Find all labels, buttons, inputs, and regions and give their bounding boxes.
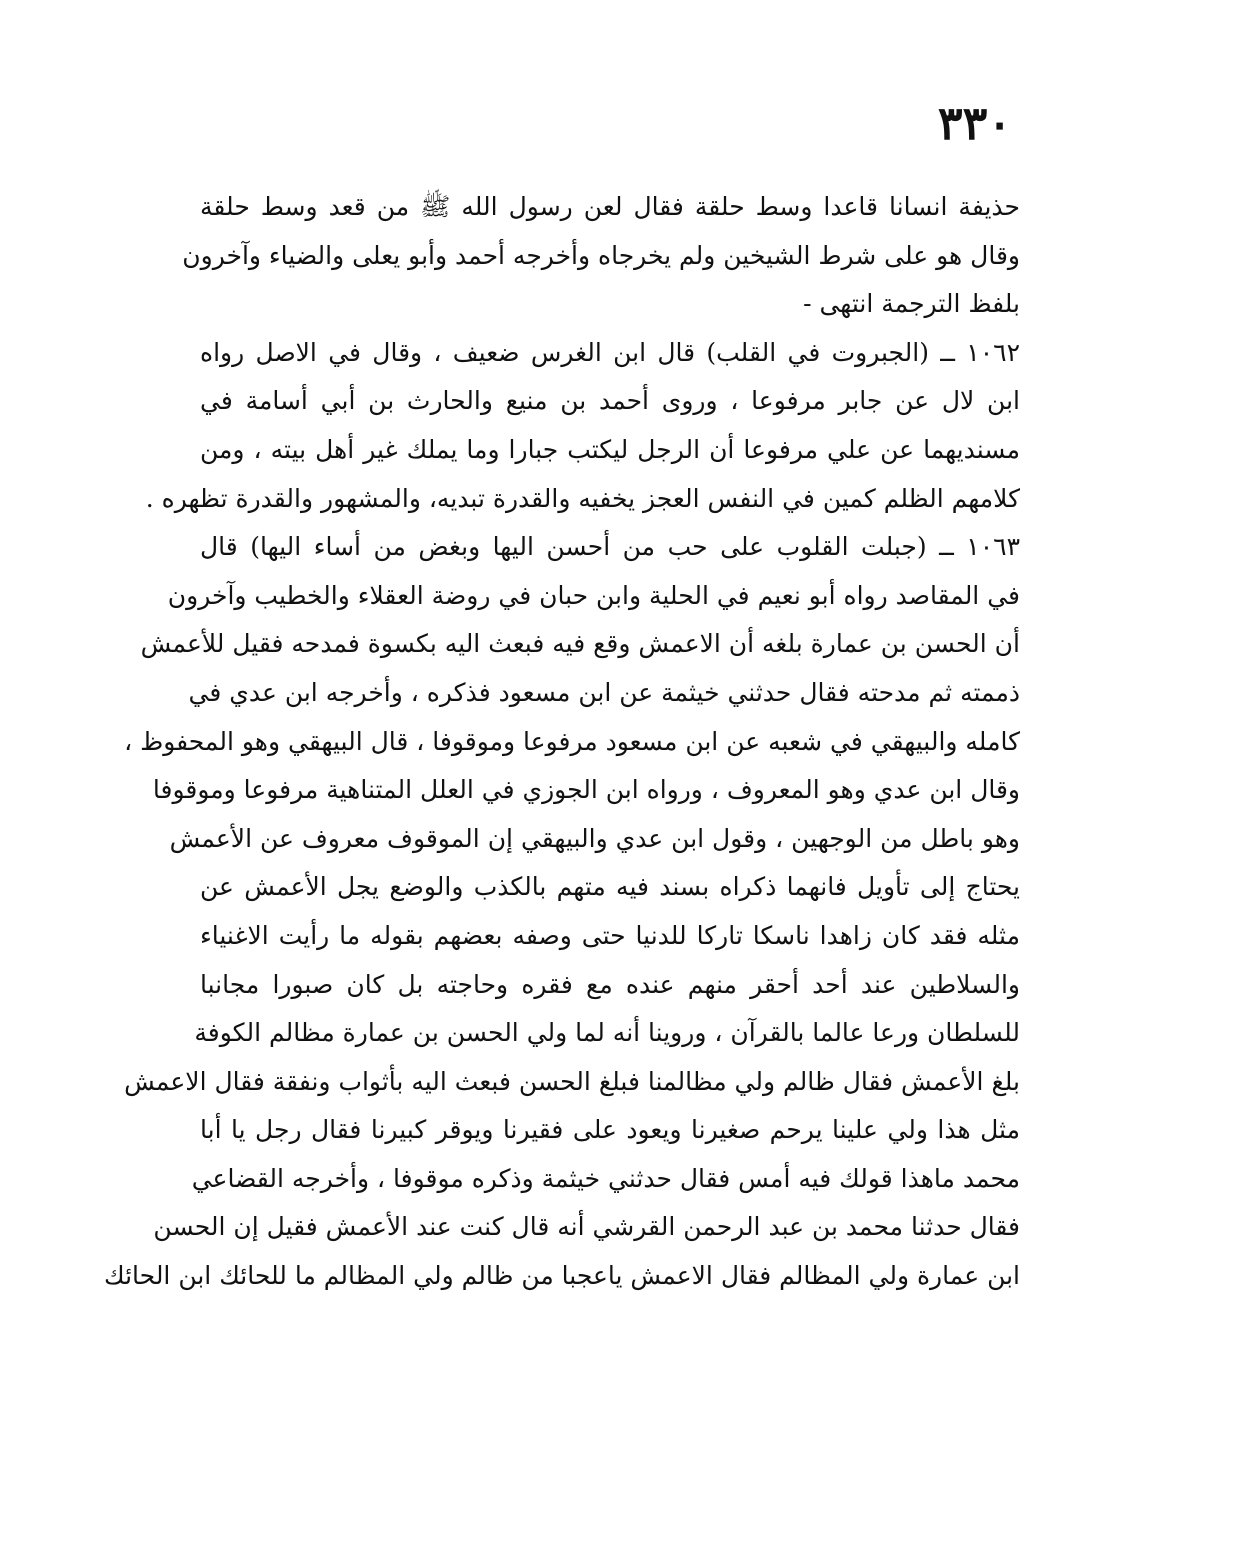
page-number: ٣٣٠ [937,96,1012,150]
text-line: وقال ابن عدي وهو المعروف ، ورواه ابن الجوزي في العلل المتناهية مرفوعا وموقوفا [152,775,1020,805]
text-line: مسنديهما عن علي مرفوعا أن الرجل ليكتب جبارا وما يملك غير أهل بيته ، ومن [200,434,1020,464]
text-line: وهو باطل من الوجهين ، وقول ابن عدي والبيهقي إن الموقوف معروف عن الأعمش [169,823,1020,853]
text-line: فقال حدثنا محمد بن عبد الرحمن القرشي أنه قال كنت عند الأعمش فقيل إن الحسن [153,1212,1020,1242]
text-line: يحتاج إلى تأويل فانهما ذكراه بسند فيه متهم بالكذب والوضع يجل الأعمش عن [200,872,1020,902]
text-line: أن الحسن بن عمارة بلغه أن الاعمش وقع فيه فبعث اليه بكسوة فمدحه فقيل للأعمش [140,629,1020,659]
entry-1063-heading: ١٠٦٣ ــ (جبلت القلوب على حب من أحسن اليها وبغض من أساء اليها) قال [200,532,1020,562]
body-text [104,183,1020,1301]
text-line: وقال هو على شرط الشيخين ولم يخرجاه وأخرجه أحمد وأبو يعلى والضياء وآخرون [182,240,1020,270]
text-line: للسلطان ورعا عالما بالقرآن ، وروينا أنه لما ولي الحسن بن عمارة مظالم الكوفة [194,1018,1020,1048]
text-line: محمد ماهذا قولك فيه أمس فقال حدثني خيثمة وذكره موقوفا ، وأخرجه القضاعي [191,1163,1020,1193]
text-line: بلغ الأعمش فقال ظالم ولي مظالمنا فبلغ الحسن فبعث اليه بأثواب ونفقة فقال الاعمش [124,1066,1020,1096]
text-line: ابن عمارة ولي المظالم فقال الاعمش ياعجبا من ظالم ولي المظالم ما للحائك ابن الحائك [104,1261,1020,1291]
text-line: كلامهم الظلم كمين في النفس العجز يخفيه والقدرة تبديه، والمشهور والقدرة تظهره . [145,483,1020,513]
entry-1062-heading: ١٠٦٢ ــ (الجبروت في القلب) قال ابن الغرس ضعيف ، وقال في الاصل رواه [200,337,1020,367]
text-line: حذيفة انسانا قاعدا وسط حلقة فقال لعن رسول الله ﷺ من قعد وسط حلقة [200,192,1020,221]
text-line: مثل هذا ولي علينا يرحم صغيرنا ويعود على فقيرنا ويوقر كبيرنا فقال رجل يا أبا [200,1115,1020,1145]
text-line: ذممته ثم مدحته فقال حدثني خيثمة عن ابن مسعود فذكره ، وأخرجه ابن عدي في [188,677,1020,707]
text-line: والسلاطين عند أحد أحقر منهم عنده مع فقره وحاجته بل كان صبورا مجانبا [200,969,1020,999]
text-line: مثله فقد كان زاهدا ناسكا تاركا للدنيا حتى وصفه بعضهم بقوله ما رأيت الاغنياء [200,920,1020,950]
text-line: ابن لال عن جابر مرفوعا ، وروى أحمد بن منيع والحارث بن أبي أسامة في [200,386,1020,416]
text-line: في المقاصد رواه أبو نعيم في الحلية وابن حبان في روضة العقلاء والخطيب وآخرون [167,580,1020,610]
text-line: كامله والبيهقي في شعبه عن ابن مسعود مرفوعا وموقوفا ، قال البيهقي وهو المحفوظ ، [124,726,1020,756]
text-line: بلفظ الترجمة انتهى - [803,289,1020,319]
